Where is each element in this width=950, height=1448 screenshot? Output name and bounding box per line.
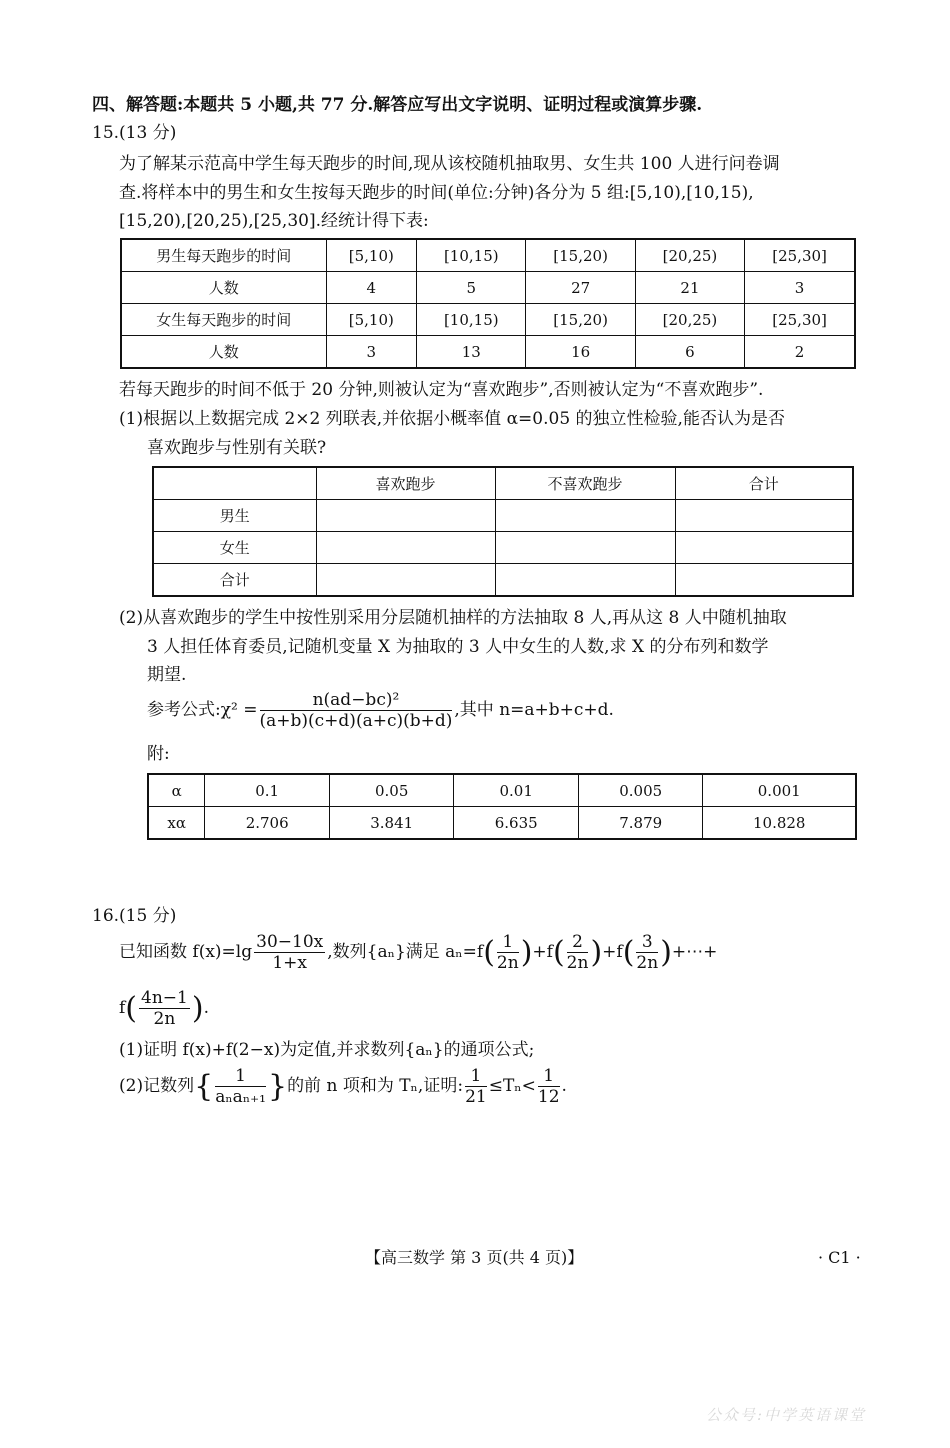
formula-numerator: n(ad−bc)²	[260, 690, 453, 711]
term-denominator: 2n	[153, 1009, 176, 1029]
table-cell: 不喜欢跑步	[495, 467, 675, 500]
table-cell: 女生	[153, 532, 316, 564]
seq-denominator: aₙaₙ₊₁	[215, 1087, 266, 1107]
table-row	[121, 239, 855, 272]
empty-answer-cell	[675, 532, 853, 564]
table-cell: 3	[326, 336, 417, 369]
text: .	[203, 998, 209, 1018]
table-cell: [5,10)	[326, 239, 417, 272]
q16-part2: (2)记数列{ 1 aₙaₙ₊₁ }的前 n 项和为 Tₙ,证明: $\frac{1}{21}$ ≤Tₙ< $\frac{1}{12}$ .	[119, 1066, 567, 1107]
text: +⋯+	[671, 942, 718, 962]
bound-denominator: 21	[465, 1087, 487, 1107]
empty-answer-cell	[495, 564, 675, 597]
text: +f	[532, 942, 553, 962]
table-cell: [25,30]	[745, 304, 855, 336]
f-numerator: 30−10x	[256, 932, 324, 952]
empty-answer-cell	[675, 564, 853, 597]
q15-part1-line: 喜欢跑步与性别有关联?	[147, 438, 327, 458]
formula-suffix: ,其中 n=a+b+c+d.	[454, 700, 614, 720]
text: f	[119, 998, 126, 1018]
table-cell: 男生	[153, 500, 316, 532]
q15-definition: 若每天跑步的时间不低于 20 分钟,则被认定为“喜欢跑步”,否则被认定为“不喜欢跑步”.	[119, 380, 764, 400]
chi-square-formula	[147, 690, 614, 731]
table-cell: [15,20)	[526, 239, 635, 272]
empty-answer-cell	[495, 532, 675, 564]
term-denominator: 2n	[566, 953, 589, 973]
q15-intro-line: 为了解某示范高中学生每天跑步的时间,现从该校随机抽取男、女生共 100 人进行问卷调	[119, 154, 780, 174]
table-cell: 0.01	[454, 774, 579, 807]
table-cell: [20,25)	[635, 304, 744, 336]
empty-answer-cell	[316, 532, 495, 564]
q15-part2-line: (2)从喜欢跑步的学生中按性别采用分层随机抽样的方法抽取 8 人,再从这 8 人中随机抽取	[119, 608, 787, 628]
table-cell: [10,15)	[417, 239, 526, 272]
table-cell: 2	[745, 336, 855, 369]
table-row	[153, 500, 853, 532]
f-denominator: 1+x	[272, 953, 307, 973]
table-row	[121, 336, 855, 369]
bound-numerator: 1	[538, 1066, 560, 1087]
table-cell: α	[148, 774, 205, 807]
table-row	[148, 774, 856, 807]
q15-part1-line: (1)根据以上数据完成 2×2 列联表,并依据小概率值 α=0.05 的独立性检验,能否认为是否	[119, 409, 785, 429]
section-header: 四、解答题:本题共 5 小题,共 77 分.解答应写出文字说明、证明过程或演算步骤.	[92, 95, 703, 115]
table-cell: 6	[635, 336, 744, 369]
table-cell: 3	[745, 272, 855, 304]
term-denominator: 2n	[496, 953, 519, 973]
term-numerator: 2	[567, 932, 589, 953]
table-cell: 0.1	[205, 774, 330, 807]
seq-numerator: 1	[215, 1066, 266, 1087]
q16-number: 16.(15 分)	[92, 906, 177, 926]
table-cell: 0.005	[578, 774, 703, 807]
term-numerator: 3	[636, 932, 658, 953]
table-cell: 10.828	[703, 807, 856, 840]
table-cell: 16	[526, 336, 635, 369]
q16-part1: (1)证明 f(x)+f(2−x)为定值,并求数列{aₙ}的通项公式;	[119, 1040, 535, 1060]
table-cell: 4	[326, 272, 417, 304]
empty-answer-cell	[316, 564, 495, 597]
appendix-label: 附:	[147, 744, 170, 764]
table-cell: [25,30]	[745, 239, 855, 272]
text: ,数列{aₙ}满足 aₙ=f	[327, 942, 484, 962]
term-numerator: 4n−1	[141, 988, 188, 1008]
table-cell: [10,15)	[417, 304, 526, 336]
empty-answer-cell	[316, 500, 495, 532]
term-numerator: 1	[497, 932, 519, 953]
table-cell: 合计	[675, 467, 853, 500]
text: +f	[602, 942, 623, 962]
table-cell	[153, 467, 316, 500]
bound-denominator: 12	[537, 1087, 560, 1107]
empty-answer-cell	[495, 500, 675, 532]
bound-numerator: 1	[465, 1066, 487, 1087]
q15-part2-line: 3 人担任体育委员,记随机变量 X 为抽取的 3 人中女生的人数,求 X 的分布列和数学	[147, 637, 769, 657]
table-cell: 0.05	[329, 774, 454, 807]
empty-answer-cell	[675, 500, 853, 532]
table-cell: 21	[635, 272, 744, 304]
critical-value-table	[147, 773, 857, 840]
table-cell: 3.841	[329, 807, 454, 840]
running-time-table	[120, 238, 856, 369]
table-cell: [20,25)	[635, 239, 744, 272]
table-cell: 人数	[121, 272, 326, 304]
table-cell: 2.706	[205, 807, 330, 840]
text: .	[561, 1076, 567, 1096]
q15-intro-line: 查.将样本中的男生和女生按每天跑步的时间(单位:分钟)各分为 5 组:[5,10),[10,15),	[119, 183, 754, 203]
watermark: 公众号:中学英语课堂	[706, 1406, 867, 1424]
footer-page-label: 【高三数学 第 3 页(共 4 页)】	[365, 1248, 584, 1267]
table-cell: xα	[148, 807, 205, 840]
formula-fraction	[260, 690, 453, 731]
formula-label: 参考公式:χ² =	[147, 700, 258, 720]
text: 的前 n 项和为 Tₙ,证明:	[287, 1076, 464, 1096]
table-row	[148, 807, 856, 840]
table-cell: 女生每天跑步的时间	[121, 304, 326, 336]
table-row	[121, 304, 855, 336]
table-cell: 6.635	[454, 807, 579, 840]
footer-code: · C1 ·	[818, 1248, 861, 1267]
q15-intro-line: [15,20),[20,25),[25,30].经统计得下表:	[119, 211, 429, 231]
q15-part2-line: 期望.	[147, 665, 187, 685]
table-cell: [15,20)	[526, 304, 635, 336]
term-denominator: 2n	[636, 953, 659, 973]
table-cell: 13	[417, 336, 526, 369]
text: (2)记数列	[119, 1076, 195, 1096]
table-row	[121, 272, 855, 304]
table-row	[153, 467, 853, 500]
table-cell: 27	[526, 272, 635, 304]
table-cell: 男生每天跑步的时间	[121, 239, 326, 272]
table-cell: 5	[417, 272, 526, 304]
contingency-table	[152, 466, 854, 597]
text: ≤Tₙ<	[488, 1076, 536, 1096]
q16-function-definition: 已知函数 f(x)=lg $\frac{30-10x}{1+x}$ ,数列{aₙ}满足 aₙ=f( $\frac{1}{2n}$ )+f( $\frac{2}{2n}$ )+f( $\frac{3}{2n}$ )+⋯+	[119, 932, 718, 973]
text: 已知函数 f(x)=lg	[119, 942, 253, 962]
q15-number: 15.(13 分)	[92, 123, 177, 143]
table-cell: 0.001	[703, 774, 856, 807]
table-row	[153, 564, 853, 597]
q16-last-term: f( $\frac{4n-1}{2n}$ ).	[119, 988, 209, 1029]
table-cell: 7.879	[578, 807, 703, 840]
formula-denominator: (a+b)(c+d)(a+c)(b+d)	[259, 711, 453, 731]
table-row	[153, 532, 853, 564]
table-cell: 人数	[121, 336, 326, 369]
table-cell: [5,10)	[326, 304, 417, 336]
table-cell: 合计	[153, 564, 316, 597]
table-cell: 喜欢跑步	[316, 467, 495, 500]
